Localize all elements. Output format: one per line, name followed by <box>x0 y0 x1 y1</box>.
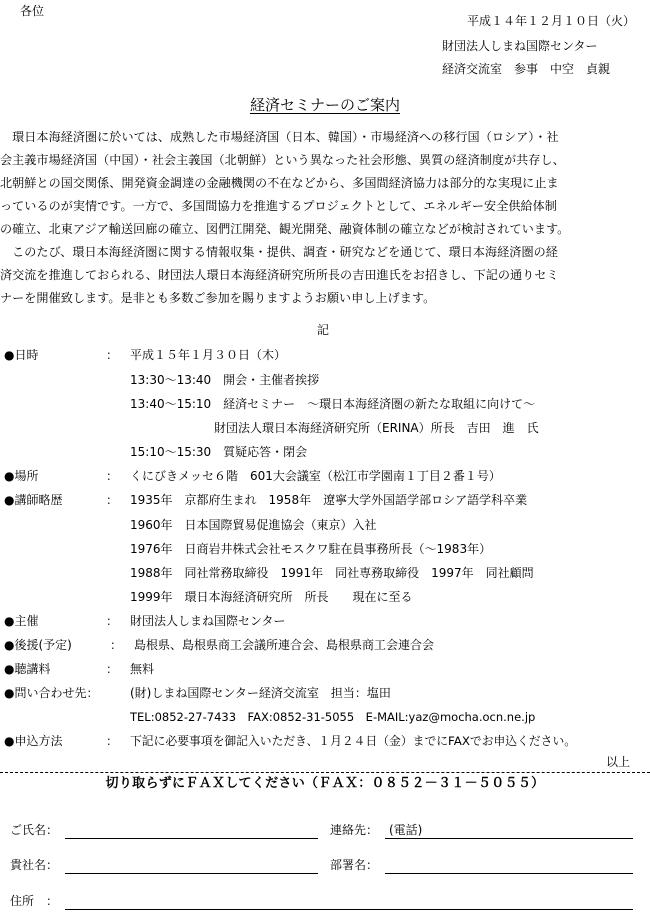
schedule-row <box>0 347 650 363</box>
colon: ： <box>106 348 119 362</box>
schedule-item: 13:30～13:40 開会・主催者挨拶 <box>130 373 320 387</box>
schedule-item: 15:10～15:30 質疑応答・閉会 <box>130 445 308 459</box>
apply-row <box>0 733 650 749</box>
colon: ： <box>106 493 119 507</box>
intro-line: 会主義市場経済国（中国）・社会主義国（北朝鮮）という異なった社会形態、異質の経済制度が共存し、 <box>0 153 565 167</box>
sender-organization: 財団法人しまね国際センター <box>442 39 598 53</box>
intro-line: 北朝鮮との国交関係、開発資金調達の金融機関の不在などから、多国間経済協力は部分的な実現に止ま <box>0 176 559 190</box>
intro-line: 済交流を推進しておられる、財団法人環日本海経済研究所所長の吉田進氏をお招きし、下記の通りセミ <box>0 268 559 282</box>
address-label: 住所 ： <box>10 894 59 908</box>
intro-line: このたび、環日本海経済圏に関する情報収集・提供、調査・研究などを通じて、環日本海経済圏の経 <box>0 245 558 259</box>
profile-line <box>0 517 650 533</box>
schedule-date: 平成１５年１月３０日（木） <box>130 348 287 362</box>
schedule-line <box>0 372 650 388</box>
name-field[interactable] <box>65 822 318 839</box>
fee-value: 無料 <box>130 662 155 676</box>
host-row <box>0 613 650 629</box>
fax-instruction: 切り取らずにＦＡＸしてください（ＦＡＸ：０８５２－３１－５０５５） <box>105 776 545 791</box>
apply-value: 下記に必要事項を御記入いただき、１月２４日（金）までにFAXでお申込ください。 <box>130 734 577 748</box>
schedule-line <box>0 444 650 460</box>
fee-label: ●聴講料 <box>4 662 51 676</box>
name-label: ご氏名： <box>10 823 59 837</box>
document-title-text: 経済セミナーのご案内 <box>249 96 400 114</box>
document-title <box>0 95 650 115</box>
schedule-item: 財団法人環日本海経済研究所（ERINA）所長 吉田 進 氏 <box>130 421 539 435</box>
contact-item: (財)しまね国際センター経済交流室 担当：塩田 <box>130 686 391 700</box>
profile-item: 1988年 同社常務取締役 1991年 同社専務取締役 1997年 同社顧問 <box>130 566 534 580</box>
company-field[interactable] <box>65 857 318 874</box>
sender-name: 経済交流室 参事 中空 貞親 <box>442 62 611 76</box>
profile-item: 1999年 環日本海経済研究所 所長 現在に至る <box>130 590 413 604</box>
phone-hint: (電話) <box>389 823 423 837</box>
colon: ： <box>106 662 119 676</box>
contact-field-label: 連絡先： <box>330 823 379 837</box>
addressee: 各位 <box>20 4 45 18</box>
venue-value: くにびきメッセ６階 601大会議室（松江市学園南１丁目２番１号） <box>130 469 501 483</box>
contact-item: TEL:0852-27-7433 FAX:0852-31-5055 E-MAIL:yaz@mocha.ocn.ne.jp <box>130 710 536 724</box>
support-label: ●後援(予定) <box>4 638 72 652</box>
profile-item: 1976年 日商岩井株式会社モスクワ駐在員事務所長（～1983年） <box>130 542 492 556</box>
profile-item: 1960年 日本国際貿易促進協会（東京）入社 <box>130 518 377 532</box>
department-field[interactable] <box>385 857 633 874</box>
profile-row <box>0 492 650 508</box>
schedule-label: ●日時 <box>4 348 39 362</box>
profile-line <box>0 589 650 605</box>
venue-row <box>0 468 650 484</box>
schedule-line <box>0 396 650 412</box>
apply-label: ●申込方法 <box>4 734 63 748</box>
contact-label: ●問い合わせ先： <box>4 686 99 700</box>
profile-line <box>0 541 650 557</box>
schedule-line <box>0 420 650 436</box>
profile-line <box>0 565 650 581</box>
company-label: 貴社名： <box>10 858 59 872</box>
colon: ： <box>110 638 123 652</box>
contact-line <box>0 709 650 725</box>
colon: ： <box>106 734 119 748</box>
department-label: 部署名： <box>330 858 379 872</box>
support-value: 島根県、島根県商工会議所連合会、島根県商工会連合会 <box>134 638 435 652</box>
profile-item: 1935年 京都府生まれ 1958年 遼寧大学外国語学部ロシア語学科卒業 <box>130 493 528 507</box>
document-date: 平成１４年１２月１０日（火） <box>467 14 636 28</box>
intro-line: の確立、北東アジア輸送回廊の確立、図們江開発、観光開発、融資体制の確立などが検討されています。 <box>0 222 570 236</box>
venue-label: ●場所 <box>4 469 39 483</box>
contact-row <box>0 685 650 701</box>
intro-paragraph <box>0 129 650 313</box>
colon: ： <box>106 614 119 628</box>
intro-line: 環日本海経済圏に於いては、成熟した市場経済国（日本、韓国）・市場経済への移行国（ロシア）・社 <box>0 130 559 144</box>
schedule-item: 13:40～15:10 経済セミナー ～環日本海経済圏の新たな取組に向けて～ <box>130 397 536 411</box>
closing-mark: 以上 <box>606 755 631 769</box>
intro-line: ナーを開催致します。是非とも多数ご参加を賜りますようお願い申し上げます。 <box>0 291 436 305</box>
colon: ： <box>106 469 119 483</box>
address-field[interactable] <box>65 893 633 910</box>
profile-label: ●講師略歴 <box>4 493 63 507</box>
contact-field[interactable] <box>385 822 633 839</box>
ki-heading: 記 <box>317 323 330 337</box>
host-value: 財団法人しまね国際センター <box>130 614 286 628</box>
cut-line <box>0 772 650 773</box>
support-row <box>0 637 650 653</box>
host-label: ●主催 <box>4 614 39 628</box>
fee-row <box>0 661 650 677</box>
intro-line: っているのが実情です。一方で、多国間協力を推進するプロジェクトとして、エネルギー安全供給体制 <box>0 199 557 213</box>
